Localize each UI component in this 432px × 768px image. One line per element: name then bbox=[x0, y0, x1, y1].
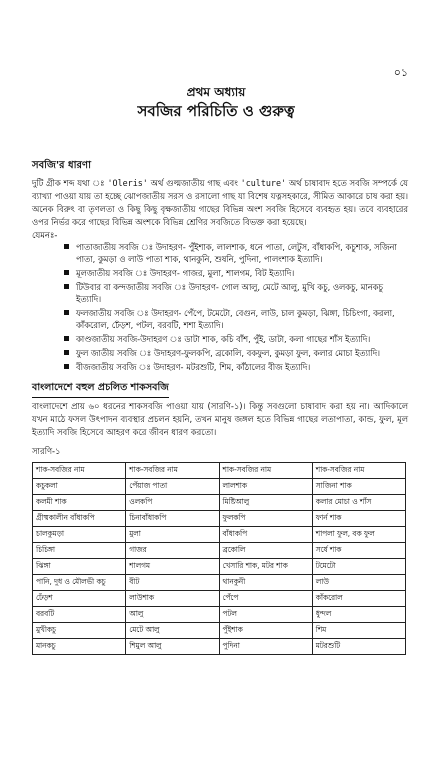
table-cell: বরবটি bbox=[33, 607, 126, 623]
intro-text-pre: দুটি গ্রীক শব্দ যথা ঃ bbox=[32, 178, 105, 188]
vegetable-category-list bbox=[32, 241, 408, 373]
table-cell: কলার মোচা ও শাঁস bbox=[312, 495, 405, 511]
table-cell: লালশাক bbox=[219, 479, 312, 495]
table-cell: সর্ষে শাক bbox=[312, 543, 405, 559]
table-cell: পেঁপে bbox=[219, 591, 312, 607]
table-header-cell: শাক-সবজির নাম bbox=[126, 463, 219, 479]
category-item: টিউবার বা কন্দজাতীয় সবজি ঃ উদাহরণ- গোল আলু, মেটে আলু, মুখি কচু, ওলকচু, মানকচু ইত্যাদি। bbox=[64, 281, 408, 305]
table-cell: কলমী শাক bbox=[33, 495, 126, 511]
table-cell: মটরশুটি bbox=[312, 639, 405, 655]
intro-paragraph bbox=[32, 177, 408, 229]
table-cell: মুলা bbox=[126, 527, 219, 543]
table-cell: মানকচু bbox=[33, 639, 126, 655]
table-header-cell: শাক-সবজির নাম bbox=[33, 463, 126, 479]
category-item: মূলজাতীয় সবজি ঃ উদাহরণ- গাজর, মুলা, শালগম, বিট ইত্যাদি। bbox=[64, 267, 408, 279]
table-row bbox=[33, 527, 406, 543]
category-item: বীজজাতীয় সবজি ঃ উদাহরণ- মটরশুটি, শিম, কাঁঠালের বীজ ইত্যাদি। bbox=[64, 361, 408, 373]
chapter-label: প্রথম অধ্যায় bbox=[186, 85, 246, 99]
intro-text-mid: অর্থ গুল্মজাতীয় গাছ এবং bbox=[150, 178, 238, 188]
table-row bbox=[33, 479, 406, 495]
page-body bbox=[32, 158, 408, 655]
category-item: পাতাজাতীয় সবজি ঃ উদাহরণ- পুঁইশাক, লালশাক, ধনে পাতা, লেটুস, বাঁধাকপি, কচুশাক, সজিনা পাতা, কুমড়া ও লাউ পাতা শাক, থানকুনি, শুষনি, পুদিনা, পালংশাক ইত্যাদি। bbox=[64, 241, 408, 265]
table-cell: শাপলা ফুল, বক ফুল bbox=[312, 527, 405, 543]
term-culture: 'culture' bbox=[240, 178, 287, 188]
table-row bbox=[33, 559, 406, 575]
table-cell: টমেটো bbox=[312, 559, 405, 575]
table-cell: ঝিঙ্গা bbox=[33, 559, 126, 575]
table-row bbox=[33, 607, 406, 623]
table-row bbox=[33, 639, 406, 655]
section-heading-concept: সবজি'র ধারণা bbox=[32, 160, 91, 171]
table-header-cell: শাক-সবজির নাম bbox=[219, 463, 312, 479]
table-cell: ফার্ন শাক bbox=[312, 511, 405, 527]
table-cell: লাউশাক bbox=[126, 591, 219, 607]
vegetable-table bbox=[32, 462, 406, 655]
intro-text-post: অর্থ চাষাবাদ হতে সবজি সম্পর্কে যে ব্যাখ্যা পাওয়া যায় তা হচ্ছে ঝোপজাতীয় সরস ও রসালো গাছ যা বিশেষ যত্নসহকারে, সীমিত আকারে চাষ করা হয়। অনেক বিরুৎ বা তৃণলতা ও কিছু কিছু বৃক্ষজাতীয় গাছের বিভিন্ন অংশ সবজি হিসেবে ব্যবহৃত হয়। তবে ব্যবহারের ওপর নির্ভর করে গাছের বিভিন্ন অংশকে বিভিন্ন শ্রেণির সবজিতে বিভক্ত করা হয়েছে। bbox=[32, 178, 408, 227]
table-cell: বীট bbox=[126, 575, 219, 591]
table-cell: ঢেঁড়শ bbox=[33, 591, 126, 607]
table-cell: লাউ bbox=[312, 575, 405, 591]
table-cell: খেসারি শাক, মটর শাক bbox=[219, 559, 312, 575]
section-heading-common-vegetables: বাংলাদেশে বহুল প্রচলিত শাকসবজি bbox=[32, 381, 169, 398]
table-row bbox=[33, 623, 406, 639]
table-cell: ওলকপি bbox=[126, 495, 219, 511]
table-cell: শিম bbox=[312, 623, 405, 639]
table-row bbox=[33, 543, 406, 559]
category-item: কাণ্ডজাতীয় সবজি-উদাহরণ ঃ ডাটা শাক, কচি বাঁশ, পুঁই, ডাটা, কলা গাছের শাঁস ইত্যাদি। bbox=[64, 333, 408, 345]
table-cell: কাঁকরোল bbox=[312, 591, 405, 607]
example-label: যেমনঃ- bbox=[32, 230, 58, 240]
table-row bbox=[33, 511, 406, 527]
table-cell: গাজর bbox=[126, 543, 219, 559]
category-item: ফুল জাতীয় সবজি ঃ উদাহরণ-ফুলকপি, ব্রকোলি, বকফুল, কুমড়া ফুল, কলার মোচা ইত্যাদি। bbox=[64, 347, 408, 359]
chapter-title: সবজির পরিচিতি ও গুরুত্ব bbox=[137, 102, 295, 120]
table-cell: মুখীকচু bbox=[33, 623, 126, 639]
table-cell: ধুন্দল bbox=[312, 607, 405, 623]
table-cell: আলু bbox=[126, 607, 219, 623]
table-caption: সারণি-১ bbox=[32, 446, 61, 456]
table-header-row bbox=[33, 463, 406, 479]
table-cell: শিমুল আলু bbox=[126, 639, 219, 655]
table-cell: ফুলকপি bbox=[219, 511, 312, 527]
table-cell: থানকুনী bbox=[219, 575, 312, 591]
common-vegetables-paragraph: বাংলাদেশে প্রায় ৬০ ধরনের শাকসবজি পাওয়া যায় (সারণি-১)। কিন্তু সবগুলো চাষাবাদ করা হয় না। আদিকালে যখন মাঠে ফসল উৎপাদন ব্যবস্থার প্রচলন হয়নি, তখন মানুষ জঙ্গল হতে বিভিন্ন গাছের লতাপাতা, কান্ড, ফুল, মূল ইত্যাদি সবজি হিসেবে আহরণ করে জীবন ধারণ করতো। bbox=[32, 401, 409, 437]
table-cell: পটল bbox=[219, 607, 312, 623]
table-row bbox=[33, 591, 406, 607]
table-cell: চালকুমড়া bbox=[33, 527, 126, 543]
table-cell: পুঁইশাক bbox=[219, 623, 312, 639]
table-cell: পানি, দুধ ও মৌলভী কচু bbox=[33, 575, 126, 591]
table-row bbox=[33, 495, 406, 511]
table-cell: কচুকলা bbox=[33, 479, 126, 495]
table-row bbox=[33, 575, 406, 591]
table-cell: সাজিনা শাক bbox=[312, 479, 405, 495]
table-cell: ব্রকোলি bbox=[219, 543, 312, 559]
category-item: ফলজাতীয় সবজি ঃ উদাহরণ- পেঁপে, টমেটো, বেগুন, লাউ, চাল কুমড়া, ঝিঙ্গা, চিচিংগা, করলা, কাঁকরোল, ঢেঁড়শ, পটল, বরবটি, শশা ইত্যাদি। bbox=[64, 307, 408, 331]
page-number: ০১ bbox=[393, 66, 408, 79]
table-cell: পেঁয়াজ পাতা bbox=[126, 479, 219, 495]
table-cell: মেটে আলু bbox=[126, 623, 219, 639]
table-cell: পুদিনা bbox=[219, 639, 312, 655]
table-cell: গ্রীষ্মকালীন বাঁধাকপি bbox=[33, 511, 126, 527]
table-cell: বাঁধাকপি bbox=[219, 527, 312, 543]
table-cell: চিনাবাঁধাকপি bbox=[126, 511, 219, 527]
table-cell: মিষ্টিআলু bbox=[219, 495, 312, 511]
table-cell: চিচিঙ্গা bbox=[33, 543, 126, 559]
table-cell: শালগম bbox=[126, 559, 219, 575]
table-header-cell: শাক-সবজির নাম bbox=[312, 463, 405, 479]
term-oleris: 'Oleris' bbox=[107, 178, 148, 188]
